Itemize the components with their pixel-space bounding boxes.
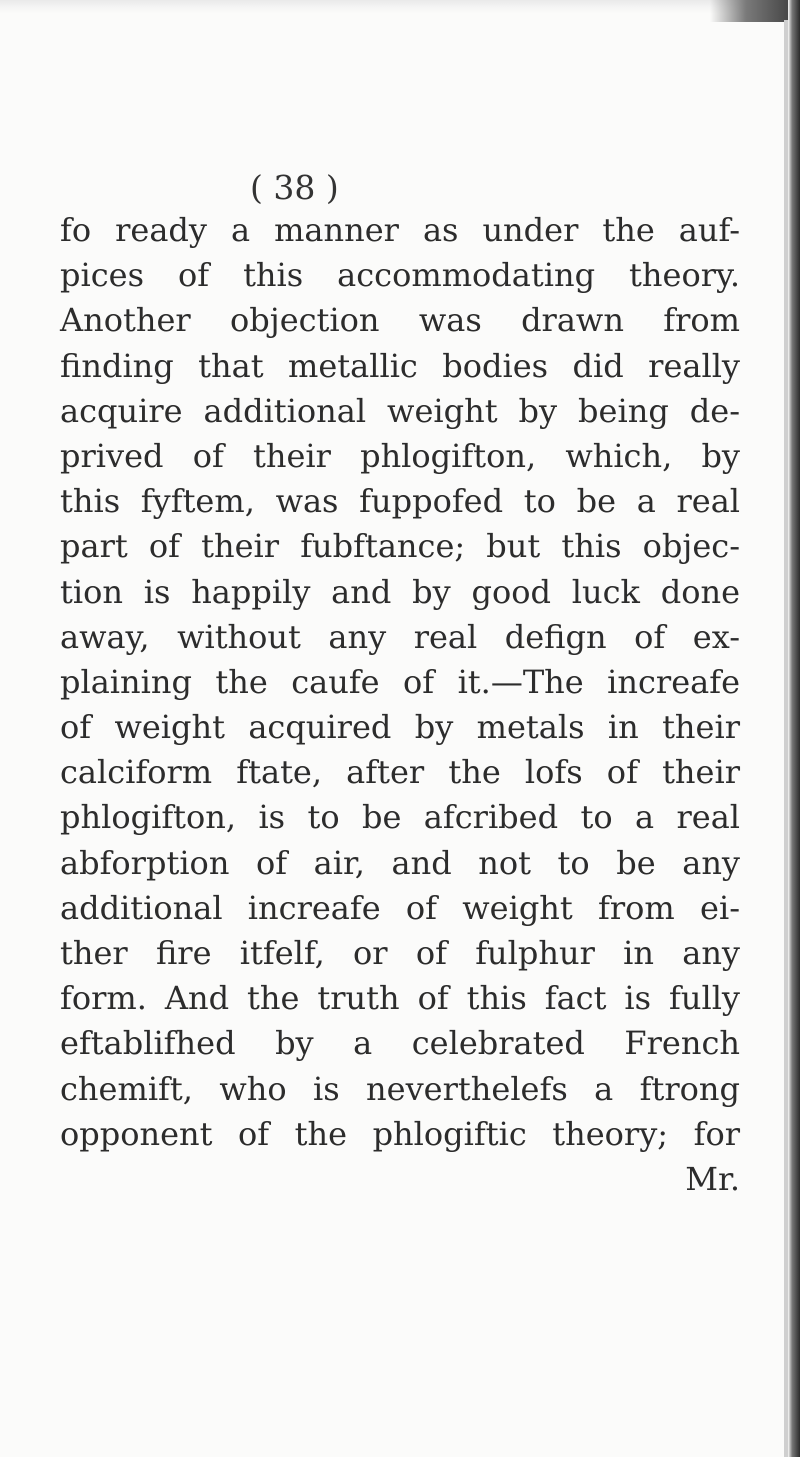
text-line: tion is happily and by good luck done: [60, 572, 740, 611]
text-line: acquire additional weight by being de-: [60, 391, 740, 430]
text-line: form. And the truth of this fact is fully: [60, 979, 740, 1018]
text-line: fo ready a manner as under the auf-: [60, 211, 740, 249]
text-line: finding that metallic bodies did really: [60, 346, 740, 385]
text-line: chemift, who is neverthelefs a ftrong: [60, 1069, 740, 1108]
scan-corner-shadow: [710, 0, 800, 22]
text-line: of weight acquired by metals in their: [60, 708, 740, 747]
body-text: [60, 208, 740, 1202]
text-line: away, without any real defign of ex-: [60, 617, 740, 656]
text-line: additional increafe of weight from ei-: [60, 888, 740, 927]
text-line: part of their fubftance; but this objec-: [60, 527, 740, 566]
text-line: Another objection was drawn from: [60, 301, 740, 340]
text-line: opponent of the phlogiftic theory; for: [60, 1114, 740, 1153]
text-line: abforption of air, and not to be any: [60, 843, 740, 882]
page-number: ( 38 ): [250, 168, 339, 207]
text-line: eftablifhed by a celebrated French: [60, 1024, 740, 1063]
text-line: plaining the caufe of it.—The increafe: [60, 662, 740, 701]
catchword: Mr.: [685, 1159, 740, 1198]
scan-top-edge: [0, 0, 800, 14]
text-line: ther fire itfelf, or of fulphur in any: [60, 934, 740, 972]
text-line: prived of their phlogifton, which, by: [60, 436, 740, 475]
text-line: this fyftem, was fuppofed to be a real: [60, 482, 740, 521]
text-line: calciform ftate, after the lofs of their: [60, 753, 740, 792]
scan-right-edge: [788, 0, 800, 1457]
text-line: pices of this accommodating theory.: [60, 256, 740, 295]
text-line: phlogifton, is to be afcribed to a real: [60, 798, 740, 837]
